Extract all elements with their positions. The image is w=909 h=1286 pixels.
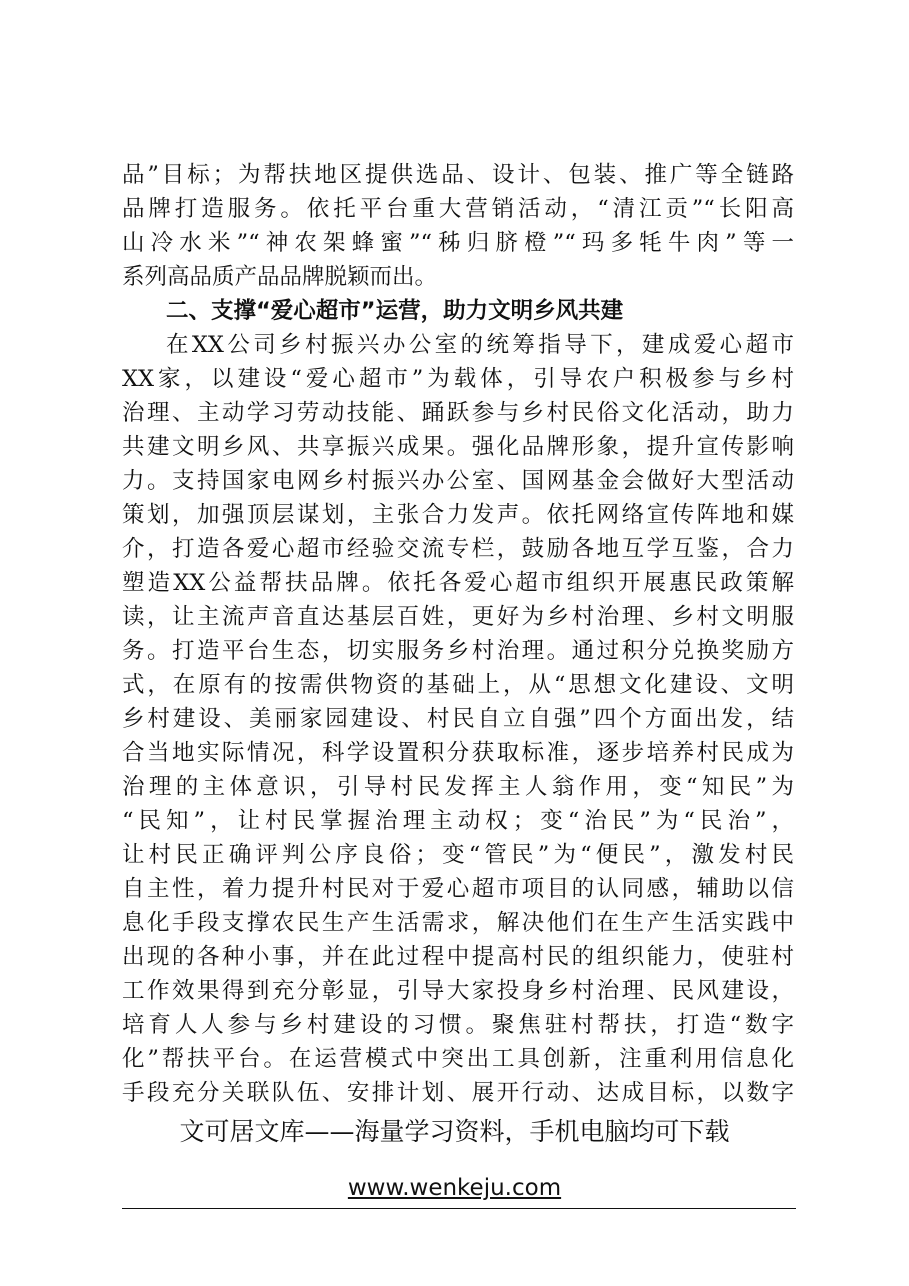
body-line: 治理、主动学习劳动技能、踊跃参与乡村民俗文化活动，助力 (122, 400, 794, 426)
body-line: 出现的各种小事，并在此过程中提高村民的组织能力，使驻村 (122, 944, 794, 970)
body-line: 共建文明乡风、共享振兴成果。强化品牌形象，提升宣传影响 (122, 434, 794, 460)
body-line: 治理的主体意识，引导村民发挥主人翁作用，变“知民”为 (122, 774, 794, 800)
body-line: 务。打造平台生态，切实服务乡村治理。通过积分兑换奖励方 (122, 638, 794, 664)
body-line: 山冷水米”“神农架蜂蜜”“秭归脐橙”“玛多牦牛肉”等一 (122, 230, 794, 256)
body-line: 乡村建设、美丽家园建设、村民自立自强”四个方面出发，结 (122, 706, 794, 732)
body-line: 品”目标；为帮扶地区提供选品、设计、包装、推广等全链路 (122, 162, 794, 188)
body-line: 式，在原有的按需供物资的基础上，从“思想文化建设、文明 (122, 672, 794, 698)
body-line: 品牌打造服务。依托平台重大营销活动，“清江贡”“长阳高 (122, 196, 794, 222)
body-line: 培育人人参与乡村建设的习惯。聚焦驻村帮扶，打造“数字 (122, 1012, 794, 1038)
paragraph-first-line: 在XX公司乡村振兴办公室的统筹指导下，建成爱心超市 (166, 332, 794, 358)
body-line: 策划，加强顶层谋划，主张合力发声。依托网络宣传阵地和媒 (122, 502, 794, 528)
footer-banner: 文可居文库——海量学习资料，手机电脑均可下载 (179, 1117, 730, 1146)
body-line: 介，打造各爱心超市经验交流专栏，鼓励各地互学互鉴，合力 (122, 536, 794, 562)
body-line: 读，让主流声音直达基层百姓，更好为乡村治理、乡村文明服 (122, 604, 794, 630)
body-line: 手段充分关联队伍、安排计划、展开行动、达成目标，以数字 (122, 1080, 794, 1106)
body-line: 工作效果得到充分彰显，引导大家投身乡村治理、民风建设， (122, 978, 794, 1004)
document-body (122, 158, 794, 1110)
footer-divider (122, 1208, 796, 1209)
body-line: 息化手段支撑农民生产生活需求，解决他们在生产生活实践中 (122, 910, 794, 936)
footer-url-link[interactable]: www.wenkeju.com (347, 1175, 562, 1201)
body-line: 塑造XX公益帮扶品牌。依托各爱心超市组织开展惠民政策解 (122, 570, 794, 596)
body-line: 系列高品质产品品牌脱颖而出。 (122, 264, 438, 290)
body-line: 自主性，着力提升村民对于爱心超市项目的认同感，辅助以信 (122, 876, 794, 902)
body-line: XX家，以建设“爱心超市”为载体，引导农户积极参与乡村 (122, 366, 794, 392)
body-line: 化”帮扶平台。在运营模式中突出工具创新，注重利用信息化 (122, 1046, 794, 1072)
body-line: “民知”，让村民掌握治理主动权；变“治民”为“民治”， (122, 808, 794, 834)
body-line: 力。支持国家电网乡村振兴办公室、国网基金会做好大型活动 (122, 468, 794, 494)
body-line: 让村民正确评判公序良俗；变“管民”为“便民”，激发村民 (122, 842, 794, 868)
section-heading: 二、支撑“爱心超市”运营，助力文明乡风共建 (166, 298, 624, 324)
body-line: 合当地实际情况，科学设置积分获取标准，逐步培养村民成为 (122, 740, 794, 766)
